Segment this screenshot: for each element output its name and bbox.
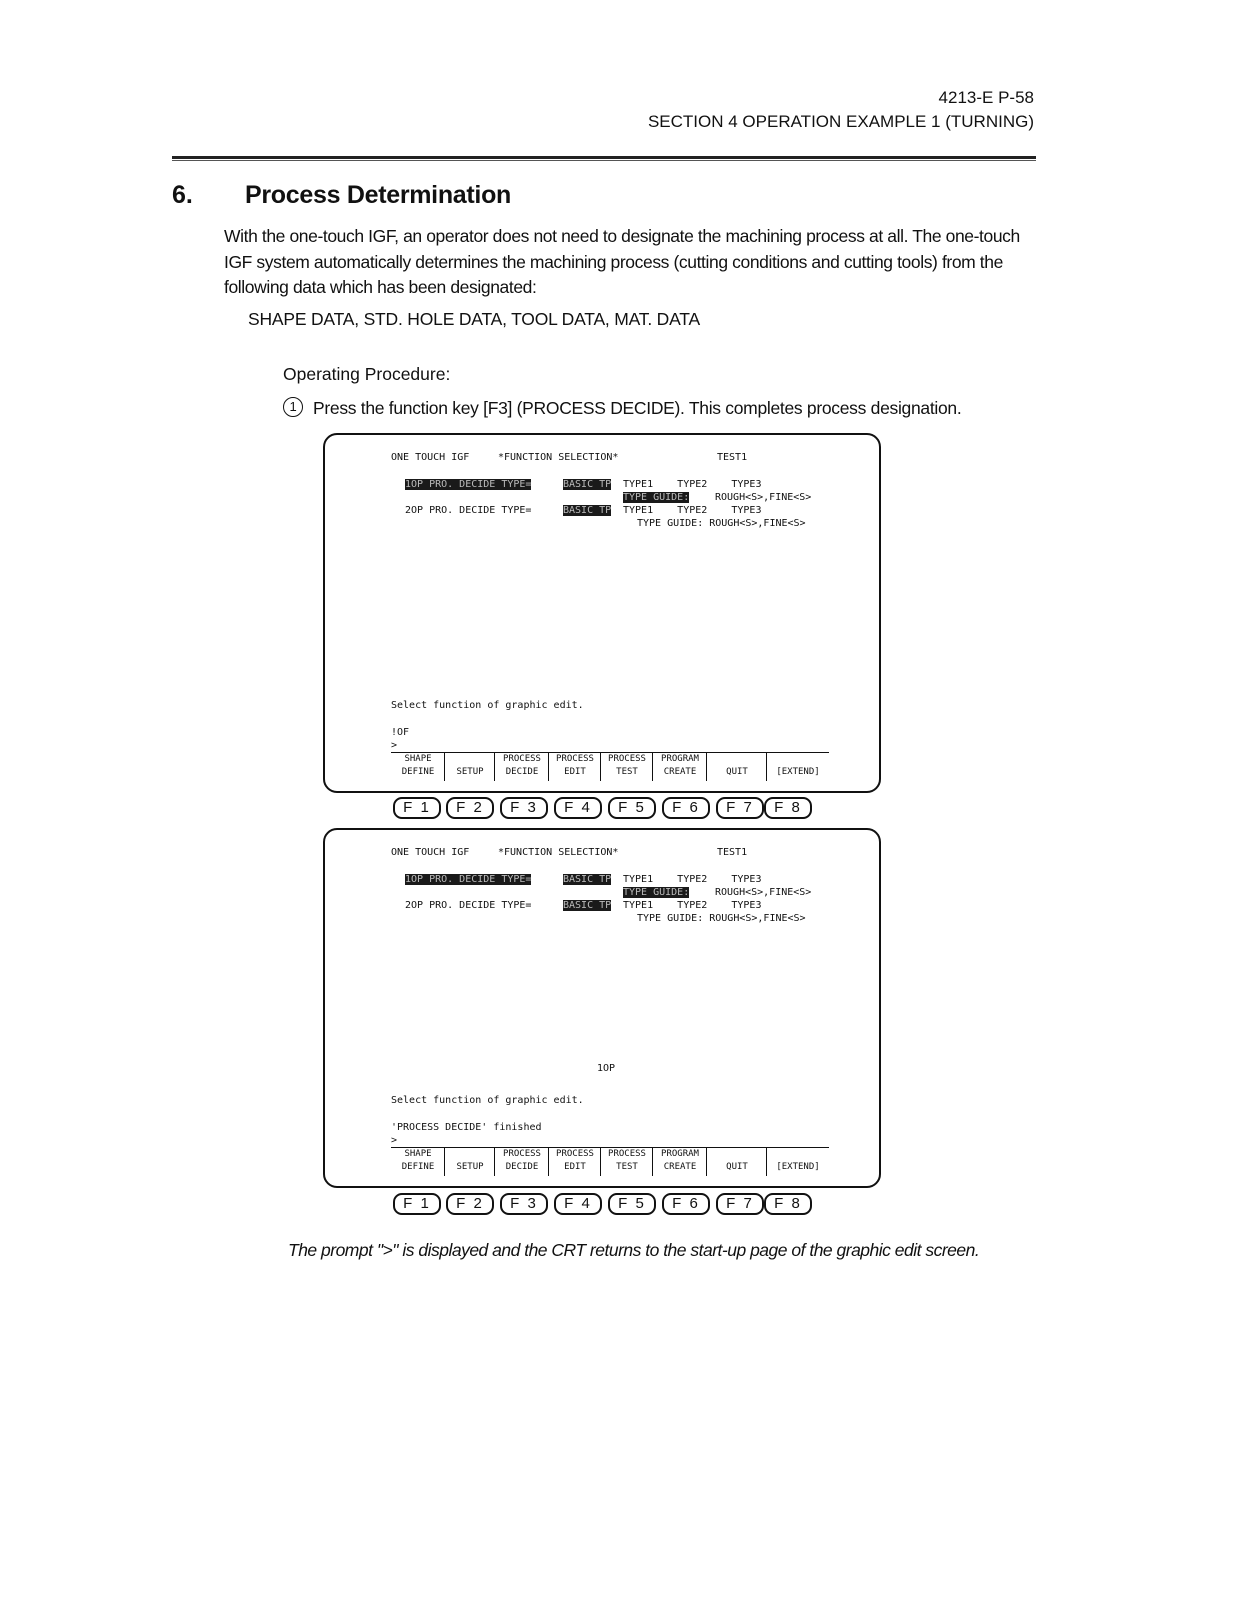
screen-title-mid: *FUNCTION SELECTION* bbox=[498, 847, 619, 858]
row1-types: TYPE1 TYPE2 TYPE3 bbox=[623, 479, 762, 490]
softkey-process-edit[interactable]: PROCESS EDIT bbox=[549, 1148, 601, 1176]
screen-status: 'PROCESS DECIDE' finished bbox=[391, 1122, 542, 1133]
row1-type-guide-highlight: TYPE GUIDE: bbox=[623, 887, 690, 898]
section-header: SECTION 4 OPERATION EXAMPLE 1 (TURNING) bbox=[647, 112, 1034, 131]
row1-label-highlight: 1OP PRO. DECIDE TYPE= bbox=[405, 479, 532, 490]
softkey-setup[interactable]: SETUP bbox=[445, 1148, 495, 1176]
row1-type-guide-text: ROUGH<S>,FINE<S> bbox=[715, 887, 812, 898]
f4-key[interactable]: F 4 bbox=[554, 1193, 602, 1215]
softkey-shape-define[interactable]: SHAPE DEFINE bbox=[391, 1148, 445, 1176]
section-title: Process Determination bbox=[245, 181, 512, 209]
row1-type-guide-text: ROUGH<S>,FINE<S> bbox=[715, 492, 812, 503]
f7-key[interactable]: F 7 bbox=[716, 797, 764, 819]
f5-key[interactable]: F 5 bbox=[608, 797, 656, 819]
softkey-shape-define[interactable]: SHAPE DEFINE bbox=[391, 753, 445, 781]
row1-basic-highlight: BASIC TP bbox=[563, 479, 612, 490]
softkey-program-create[interactable]: PROGRAM CREATE bbox=[653, 753, 707, 781]
f7-key[interactable]: F 7 bbox=[716, 1193, 764, 1215]
softkey-process-decide[interactable]: PROCESS DECIDE bbox=[495, 753, 549, 781]
row2-types: TYPE1 TYPE2 TYPE3 bbox=[623, 900, 762, 911]
row2-label: 2OP PRO. DECIDE TYPE= bbox=[405, 505, 532, 516]
screen-message: Select function of graphic edit. bbox=[391, 1095, 584, 1106]
row1-label-highlight: 1OP PRO. DECIDE TYPE= bbox=[405, 874, 532, 885]
f3-key[interactable]: F 3 bbox=[500, 1193, 548, 1215]
screen-title-left: ONE TOUCH IGF bbox=[391, 847, 470, 858]
row1-types: TYPE1 TYPE2 TYPE3 bbox=[623, 874, 762, 885]
doc-code: 4213-E P-58 bbox=[938, 88, 1034, 107]
f8-key[interactable]: F 8 bbox=[764, 1193, 812, 1215]
softkey-bar-2 bbox=[391, 1147, 829, 1177]
f2-key[interactable]: F 2 bbox=[446, 797, 494, 819]
crt-screen-1 bbox=[323, 433, 881, 793]
screen-status: !OF bbox=[391, 727, 410, 738]
row2-types: TYPE1 TYPE2 TYPE3 bbox=[623, 505, 762, 516]
softkey-bar-1 bbox=[391, 752, 829, 782]
row2-type-guide-text: TYPE GUIDE: ROUGH<S>,FINE<S> bbox=[637, 913, 806, 924]
row2-label: 2OP PRO. DECIDE TYPE= bbox=[405, 900, 532, 911]
row2-basic-highlight: BASIC TP bbox=[563, 505, 612, 516]
row2-basic-highlight: BASIC TP bbox=[563, 900, 612, 911]
result-caption: The prompt ">" is displayed and the CRT returns to the start-up page of the graphic edit screen. bbox=[288, 1240, 980, 1260]
screen-message: Select function of graphic edit. bbox=[391, 700, 584, 711]
step-number-marker: 1 bbox=[283, 397, 303, 417]
softkey-program-create[interactable]: PROGRAM CREATE bbox=[653, 1148, 707, 1176]
header-rule-thin bbox=[172, 160, 1036, 161]
f6-key[interactable]: F 6 bbox=[662, 797, 710, 819]
row2-type-guide-text: TYPE GUIDE: ROUGH<S>,FINE<S> bbox=[637, 518, 806, 529]
screen-title-mid: *FUNCTION SELECTION* bbox=[498, 452, 619, 463]
operating-procedure-heading: Operating Procedure: bbox=[283, 364, 451, 384]
section-number: 6. bbox=[172, 181, 193, 209]
softkey-process-decide[interactable]: PROCESS DECIDE bbox=[495, 1148, 549, 1176]
softkey-extend[interactable]: [EXTEND] bbox=[776, 1162, 820, 1172]
f4-key[interactable]: F 4 bbox=[554, 797, 602, 819]
step-1-text: Press the function key [F3] (PROCESS DECIDE). This completes process designation. bbox=[313, 398, 962, 418]
f8-key[interactable]: F 8 bbox=[764, 797, 812, 819]
f1-key[interactable]: F 1 bbox=[393, 797, 441, 819]
softkey-process-test[interactable]: PROCESS TEST bbox=[601, 1148, 653, 1176]
f2-key[interactable]: F 2 bbox=[446, 1193, 494, 1215]
intro-paragraph: With the one-touch IGF, an operator does not need to designate the machining process at all. The one-touch IGF system automatically determines the machining process (cutting conditions and cutting tools) from the following data which has been designated: bbox=[224, 226, 1020, 297]
row1-basic-highlight: BASIC TP bbox=[563, 874, 612, 885]
softkey-setup[interactable]: SETUP bbox=[445, 753, 495, 781]
screen-prompt: > bbox=[391, 1135, 398, 1146]
f3-key[interactable]: F 3 bbox=[500, 797, 548, 819]
f5-key[interactable]: F 5 bbox=[608, 1193, 656, 1215]
softkey-extend[interactable]: [EXTEND] bbox=[776, 767, 820, 777]
data-list: SHAPE DATA, STD. HOLE DATA, TOOL DATA, MAT. DATA bbox=[248, 309, 700, 329]
screen-title-right: TEST1 bbox=[717, 452, 748, 463]
screen-title-right: TEST1 bbox=[717, 847, 748, 858]
step-1 bbox=[283, 398, 961, 419]
softkey-quit[interactable]: QUIT bbox=[707, 753, 767, 781]
row1-type-guide-highlight: TYPE GUIDE: bbox=[623, 492, 690, 503]
screen-title-left: ONE TOUCH IGF bbox=[391, 452, 470, 463]
header-rule bbox=[172, 156, 1036, 159]
softkey-process-edit[interactable]: PROCESS EDIT bbox=[549, 753, 601, 781]
f1-key[interactable]: F 1 bbox=[393, 1193, 441, 1215]
screen-prompt: > bbox=[391, 740, 398, 751]
softkey-quit[interactable]: QUIT bbox=[707, 1148, 767, 1176]
crt-screen-2 bbox=[323, 828, 881, 1188]
process-label-1op: 1OP bbox=[597, 1063, 616, 1074]
softkey-process-test[interactable]: PROCESS TEST bbox=[601, 753, 653, 781]
f6-key[interactable]: F 6 bbox=[662, 1193, 710, 1215]
